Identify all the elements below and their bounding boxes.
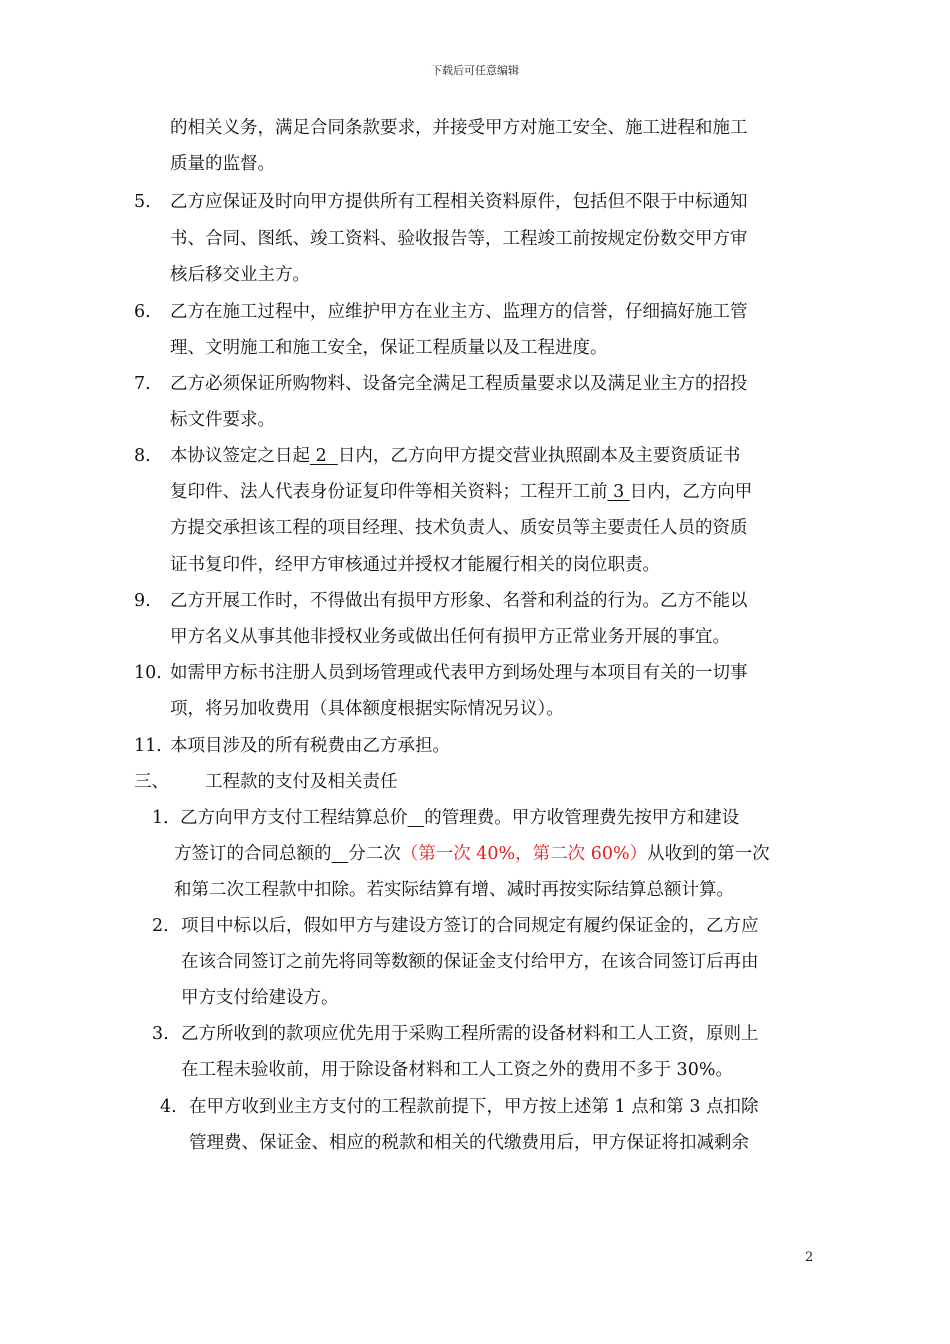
section-number: 三、 <box>134 772 169 792</box>
body-line: 证书复印件，经甲方审核通过并授权才能履行相关的岗位职责。 <box>170 555 660 575</box>
body-line: 本项目涉及的所有税费由乙方承担。 <box>170 736 450 756</box>
text-span: 日内，乙方向甲方提交营业执照副本及主要资质证书 <box>337 446 741 466</box>
section-title: 工程款的支付及相关责任 <box>205 772 398 792</box>
blank-field <box>408 808 425 828</box>
item-number: 1． <box>152 808 181 828</box>
item-number: 3. <box>152 1024 169 1044</box>
blank-days-field: 2 <box>310 446 338 466</box>
body-line: 标文件要求。 <box>170 410 275 430</box>
body-line: 在工程未验收前，用于除设备材料和工人工资之外的费用不多于 30%。 <box>181 1060 733 1080</box>
item-number: 9. <box>134 591 151 611</box>
item-number: 4. <box>160 1097 177 1117</box>
body-line: 如需甲方标书注册人员到场管理或代表甲方到场处理与本项目有关的一切事 <box>170 663 748 683</box>
text-span: 的管理费。甲方收管理费先按甲方和建设 <box>424 808 740 828</box>
text-span: 方签订的合同总额的 <box>174 844 332 864</box>
body-line <box>170 445 740 467</box>
text-span: 日内，乙方向甲 <box>629 482 753 502</box>
body-line: 的相关义务，满足合同条款要求，并接受甲方对施工安全、施工进程和施工 <box>170 118 748 138</box>
body-line <box>170 481 752 503</box>
item-number: 6. <box>134 302 151 322</box>
body-line: 乙方必须保证所购物料、设备完全满足工程质量要求以及满足业主方的招投 <box>170 374 748 394</box>
item-number: 10. <box>134 663 162 683</box>
body-line: 甲方名义从事其他非授权业务或做出任何有损甲方正常业务开展的事宜。 <box>170 627 730 647</box>
text-span: 复印件、法人代表身份证复印件等相关资料；工程开工前 <box>170 482 608 502</box>
body-line: 在甲方收到业主方支付的工程款前提下，甲方按上述第 1 点和第 3 点扣除 <box>189 1097 759 1117</box>
body-line: 核后移交业主方。 <box>170 265 310 285</box>
blank-days-field: 3 <box>607 482 630 502</box>
text-span: 乙方向甲方支付工程结算总价 <box>180 808 408 828</box>
body-line: 乙方在施工过程中，应维护甲方在业主方、监理方的信誉，仔细搞好施工管 <box>170 302 748 322</box>
body-line <box>180 807 739 829</box>
text-span: 本协议签定之日起 <box>170 446 310 466</box>
item-number: 8. <box>134 446 151 466</box>
body-line: 和第二次工程款中扣除。若实际结算有增、减时再按实际结算总额计算。 <box>174 880 734 900</box>
body-line: 方提交承担该工程的项目经理、技术负责人、质安员等主要责任人员的资质 <box>170 518 748 538</box>
body-line: 甲方支付给建设方。 <box>181 988 339 1008</box>
blank-field <box>332 844 349 864</box>
body-line: 乙方开展工作时，不得做出有损甲方形象、名誉和利益的行为。乙方不能以 <box>170 591 748 611</box>
body-line: 管理费、保证金、相应的税款和相关的代缴费用后，甲方保证将扣减剩余 <box>189 1133 749 1153</box>
body-line <box>174 843 770 865</box>
body-line: 乙方应保证及时向甲方提供所有工程相关资料原件，包括但不限于中标通知 <box>170 192 748 212</box>
page-header: 下载后可任意编辑 <box>431 64 519 77</box>
body-line: 在该合同签订之前先将同等数额的保证金支付给甲方，在该合同签订后再由 <box>181 952 759 972</box>
text-span: 分二次 <box>348 844 401 864</box>
body-line: 书、合同、图纸、竣工资料、验收报告等，工程竣工前按规定份数交甲方审 <box>170 229 748 249</box>
item-number: 5. <box>134 192 151 212</box>
body-line: 理、文明施工和施工安全，保证工程质量以及工程进度。 <box>170 338 608 358</box>
body-line: 项，将另加收费用（具体额度根据实际情况另议）。 <box>170 699 564 719</box>
body-line: 质量的监督。 <box>170 154 275 174</box>
page-number: 2 <box>805 1250 814 1265</box>
body-line: 乙方所收到的款项应优先用于采购工程所需的设备材料和工人工资，原则上 <box>181 1024 759 1044</box>
item-number: 7. <box>134 374 151 394</box>
item-number: 2. <box>152 916 169 936</box>
body-line: 项目中标以后，假如甲方与建设方签订的合同规定有履约保证金的，乙方应 <box>181 916 759 936</box>
text-span: 从收到的第一次 <box>647 844 770 864</box>
installment-note: （第一次 40%，第二次 60%） <box>400 844 648 864</box>
item-number: 11. <box>134 736 162 756</box>
